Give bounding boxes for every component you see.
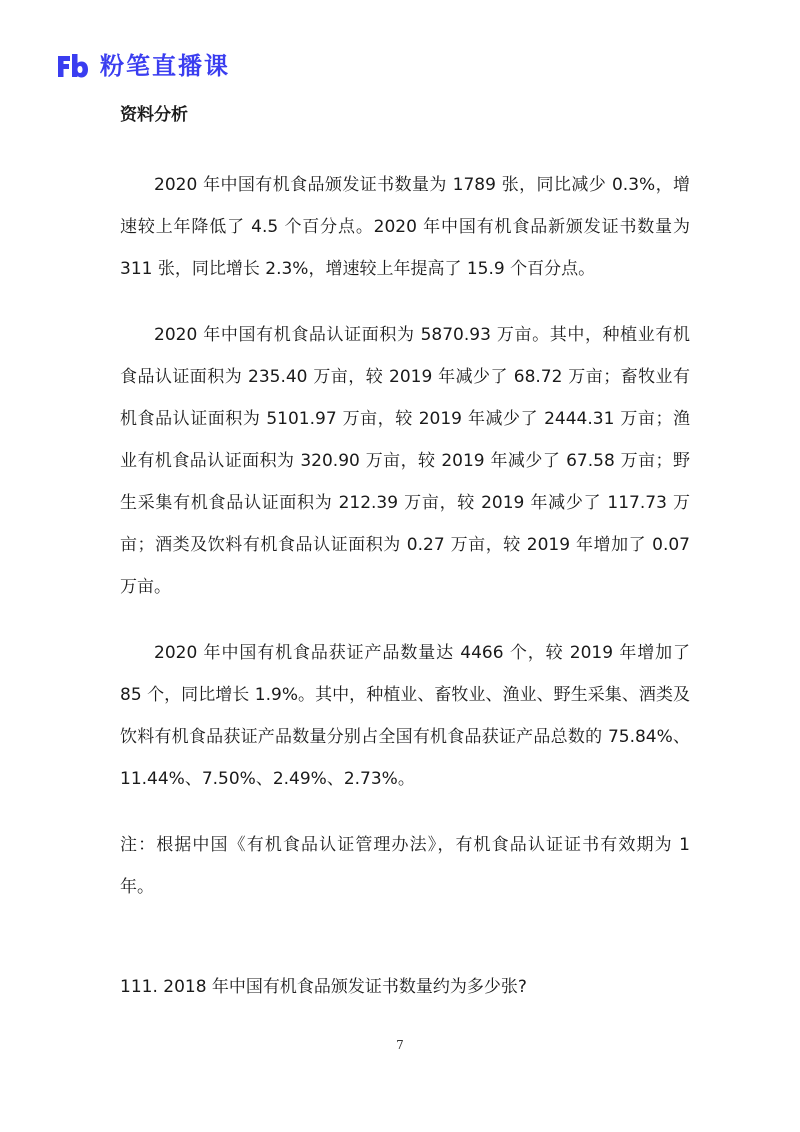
fenbi-logo-icon bbox=[56, 52, 90, 80]
document-body bbox=[120, 100, 690, 908]
note: 注：根据中国《有机食品认证管理办法》，有机食品认证证书有效期为 1 年。 bbox=[120, 835, 690, 897]
paragraph-certified-area: 2020 年中国有机食品认证面积为 5870.93 万亩。其中，种植业有机食品认证面积为 235.40 万亩，较 2019 年减少了 68.72 万亩；畜牧业有机食品认证面积为 5101.97 万亩，较 2019 年减少了 2444.31 万亩；渔业有机食品认证面积为 320.90 万亩，较 2019 年减少了 67.58 万亩；野生采集有机食品认证面积为 212.39 万亩，较 2019 年减少了 117.73 万亩；酒类及饮料有机食品认证面积为 0.27 万亩，较 2019 年增加了 0.07 万亩。 bbox=[120, 325, 690, 597]
page-header bbox=[56, 52, 230, 80]
question-111: 111. 2018 年中国有机食品颁发证书数量约为多少张? bbox=[120, 977, 527, 997]
page-number: 7 bbox=[396, 1038, 404, 1052]
section-title: 资料分析 bbox=[120, 105, 188, 125]
paragraph-certified-products: 2020 年中国有机食品获证产品数量达 4466 个，较 2019 年增加了 85 个，同比增长 1.9%。其中，种植业、畜牧业、渔业、野生采集、酒类及饮料有机食品获证产品数量分别占全国有机食品获证产品总数的 75.84%、11.44%、7.50%、2.49%、2.73%。 bbox=[120, 643, 690, 789]
paragraph-certificates: 2020 年中国有机食品颁发证书数量为 1789 张，同比减少 0.3%，增速较上年降低了 4.5 个百分点。2020 年中国有机食品新颁发证书数量为 311 张，同比增长 2.3%，增速较上年提高了 15.9 个百分点。 bbox=[120, 175, 690, 279]
brand-name: 粉笔直播课 bbox=[100, 52, 230, 80]
